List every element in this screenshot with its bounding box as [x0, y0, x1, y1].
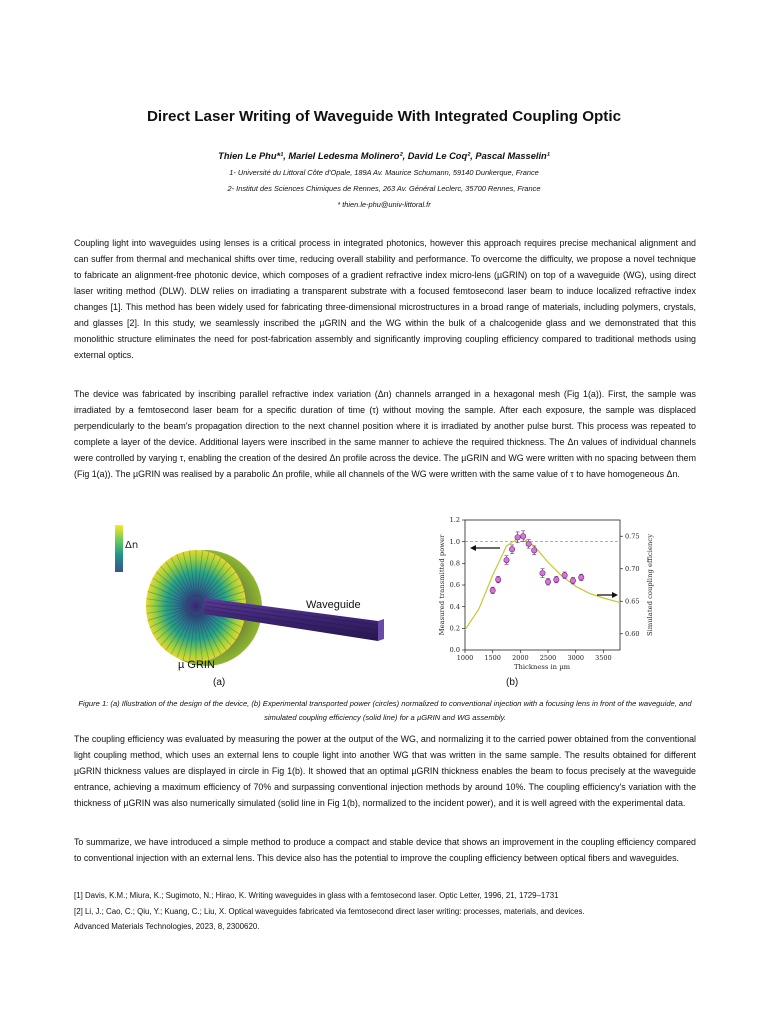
left-axis-arrowhead [470, 545, 476, 551]
colorbar-label: Δn [125, 540, 139, 551]
simulated-efficiency-line [465, 537, 620, 630]
y-tick-label: 0.0 [449, 646, 460, 655]
measured-point [490, 588, 495, 593]
x-tick-label: 2000 [512, 654, 529, 662]
y-tick-label: 0.8 [449, 559, 460, 568]
measured-point [496, 577, 501, 582]
y2-tick-label: 0.60 [625, 629, 640, 638]
paragraph-summary: To summarize, we have introduced a simple method to produce a compact and stable device that shows an improvement in the coupling efficiency compared to conventional injection with an external lens. This device also has the potential to improve the coupling efficiency between optical fibers and waveguides. [74, 837, 696, 863]
paper-title: Direct Laser Writing of Waveguide With Integrated Coupling Optic [146, 108, 622, 125]
y2-tick-label: 0.75 [625, 532, 640, 541]
author-list: Thien Le Phu*¹, Mariel Ledesma Molinero², David Le Coq², Pascal Masselin¹ [218, 151, 550, 161]
measured-point [515, 535, 520, 540]
x-tick-label: 1000 [456, 654, 474, 662]
waveguide-label: Waveguide [306, 599, 361, 611]
y-tick-label: 0.6 [449, 581, 460, 590]
y-tick-label: 1.2 [449, 516, 460, 525]
panel-b-chart [438, 516, 654, 688]
y2-axis-label: Simulated coupling efficiency [646, 533, 654, 637]
y-tick-label: 0.4 [449, 602, 460, 611]
y2-tick-label: 0.65 [625, 597, 640, 606]
panel-a-label: (a) [213, 677, 226, 688]
x-tick-label: 1500 [484, 654, 501, 662]
right-axis-arrowhead [612, 592, 618, 598]
measured-point [504, 557, 509, 562]
affiliation-1: 1- Université du Littoral Côte d'Opale, 189A Av. Maurice Schumann, 59140 Dunkerque, France [229, 168, 539, 177]
reference-1: [1] Davis, K.M.; Miura, K.; Sugimoto, N.; Hirao, K. Writing waveguides in glass with a femtosecond laser. Optic Letter, 1996, 21, 1729–1731 [74, 891, 559, 900]
panel-a-illustration [115, 525, 384, 688]
x-tick-label: 3500 [595, 654, 612, 662]
measured-point [520, 534, 525, 539]
measured-point [545, 579, 550, 584]
paragraph-results: The coupling efficiency was evaluated by measuring the power at the output of the WG, and normalizing it to the carried power obtained from the conventional light coupling method, which uses an external lens to couple light into another WG that was written in the same sample. The results obtained for different µGRIN thickness values are displayed in circle in Fig 1(b). It showed that an optimal µGRIN thickness enables the beam to focus precisely at the waveguide entrance, achieving a maximum efficiency of 70% and surpassing conventional injection methods by around 10%. The coupling efficiency's variation with the thickness of µGRIN was also numerically simulated (solid line in Fig 1(b), normalized to the incident power), and it is well agreed with the experimental data. [74, 734, 696, 808]
measured-point [562, 573, 567, 578]
panel-b-label: (b) [506, 677, 519, 688]
corresponding-email: * thien.le-phu@univ-littoral.fr [337, 200, 431, 209]
x-axis-label: Thickness in µm [513, 663, 571, 671]
measured-point [579, 575, 584, 580]
figure-caption: Figure 1: (a) Illustration of the design of the device, (b) Experimental transported power (circles) normalized to conventional injection with a focusing lens in front of the waveguide, and simulated coupling efficiency (solid line) for a µGRIN and WG assembly. [78, 699, 692, 722]
x-tick-label: 2500 [539, 654, 557, 662]
y2-tick-label: 0.70 [625, 564, 640, 573]
paragraph-fabrication: The device was fabricated by inscribing parallel refractive index variation (Δn) channels arranged in a hexagonal mesh (Fig 1(a)). First, the sample was irradiated by a femtosecond laser beam for a specific duration of time (τ) without moving the sample. After each exposure, the sample was displaced perpendicularly to the beam's propagation direction to the next channel position where it is irradiated by another pulse burst. This process was repeated to complete a layer of the device. Additional layers were inscribed in the same manner to achieve the required thickness. The Δn values of individual channels were controlled by varying τ, enabling the creation of the desired Δn profile across the device. The µGRIN and WG were written with no spacing between them (Fig 1(a)). The µGRIN was realised by a parabolic Δn profile, while all channels of the WG were written with the same value of τ to have homogeneous Δn. [74, 389, 696, 479]
references [74, 888, 696, 935]
colorbar [115, 525, 123, 572]
measured-point [540, 570, 545, 575]
y-tick-label: 1.0 [449, 537, 460, 546]
measured-point [570, 578, 575, 583]
waveguide-end [378, 619, 384, 641]
affiliation-2: 2- Institut des Sciences Chimiques de Rennes, 263 Av. Général Leclerc, 35700 Rennes, France [227, 184, 541, 193]
measured-point [526, 541, 531, 546]
reference-2-cont: Advanced Materials Technologies, 2023, 8, 2300620. [74, 922, 260, 931]
grin-label: µ GRIN [178, 659, 215, 671]
measured-point [509, 547, 514, 552]
reference-2: [2] Li, J.; Cao, C.; Qiu, Y.; Kuang, C.; Liu, X. Optical waveguides fabricated via femtosecond direct laser writing: processes, materials, and devices. [74, 906, 585, 916]
y-axis-label: Measured transmitted power [438, 534, 446, 636]
paragraph-intro: Coupling light into waveguides using lenses is a critical process in integrated photonics, however this approach requires precise mechanical alignment and can suffer from thermal and mechanical shifts over time, reducing overall stability and performance. To overcome the difficulty, we propose a novel technique to fabricate an alignment-free photonic device, which composes of a gradient refractive index micro-lens (µGRIN) on top of a waveguide (WG), using direct laser writing method (DLW). DLW relies on irradiating a transparent substrate with a focused femtosecond laser beam to induce localized refractive index changes [1]. This method has been widely used for fabricating three-dimensional microstructures in a broad range of materials, including polymers, crystals, and glasses [2]. In this study, we seamlessly inscribed the µGRIN and the WG within the bulk of a chalcogenide glass and we demonstrated that this monolithic structure eliminates the need for post-fabrication assembly and significantly improving coupling efficiency compared to traditional methods using external optics. [74, 238, 696, 360]
y-tick-label: 0.2 [449, 624, 460, 633]
x-tick-label: 3000 [567, 654, 584, 662]
measured-point [531, 548, 536, 553]
measured-point [554, 577, 559, 582]
